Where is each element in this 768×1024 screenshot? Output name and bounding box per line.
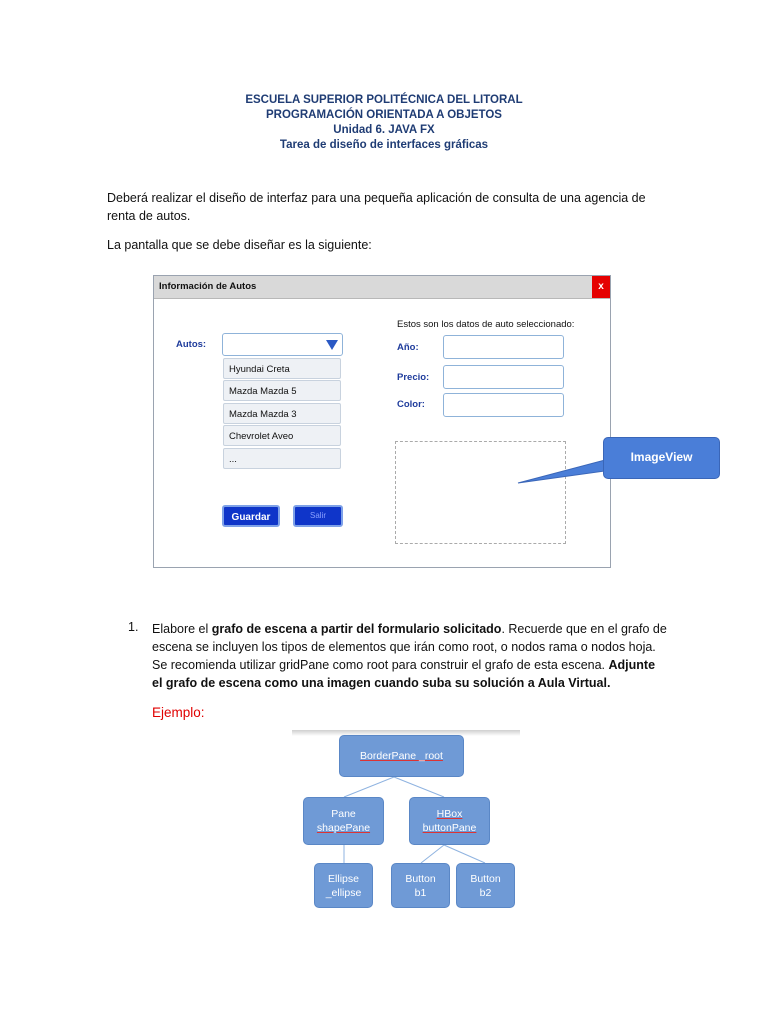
scene-graph-diagram: [292, 730, 520, 910]
header-line-3: Unidad 6. JAVA FX: [333, 124, 435, 136]
node-label: b2: [479, 886, 492, 899]
connector-line: [421, 845, 444, 863]
node-button-b2: [456, 863, 515, 908]
autos-combobox[interactable]: [222, 333, 343, 356]
precio-label: Precio:: [397, 372, 430, 383]
autos-option[interactable]: Chevrolet Aveo: [223, 425, 341, 446]
node-hbox-buttonpane: [409, 797, 490, 845]
header-line-2: PROGRAMACIÓN ORIENTADA A OBJETOS: [266, 109, 502, 121]
connector-line: [394, 777, 444, 797]
precio-field[interactable]: [443, 365, 564, 389]
dropdown-arrow-icon[interactable]: [326, 340, 338, 350]
autos-option[interactable]: ...: [223, 448, 341, 469]
instruction-bold: grafo de escena a partir del formulario solicitado: [211, 622, 502, 636]
ejemplo-label: Ejemplo:: [152, 705, 205, 720]
node-label: b1: [414, 886, 427, 899]
intro-paragraph: Deberá realizar el diseño de interfaz para una pequeña aplicación de consulta de una agencia de renta de autos.: [107, 191, 646, 223]
autos-option[interactable]: Mazda Mazda 3: [223, 403, 341, 424]
callout-pointer-shape: [518, 460, 605, 483]
autos-label: Autos:: [176, 339, 207, 350]
node-label: Ellipse: [328, 872, 359, 885]
callout-pointer: [510, 455, 610, 490]
guardar-button[interactable]: Guardar: [222, 505, 280, 527]
anio-field[interactable]: [443, 335, 564, 359]
color-label: Color:: [397, 399, 425, 410]
node-ellipse: [314, 863, 373, 908]
anio-label: Año:: [397, 342, 419, 353]
node-label: BorderPane _root: [360, 750, 443, 762]
node-label: buttonPane: [422, 822, 477, 834]
connector-line: [444, 845, 485, 863]
app-window-mockup: [153, 275, 611, 568]
node-label: Button: [470, 872, 501, 885]
node-label: Button: [405, 872, 436, 885]
header-line-1: ESCUELA SUPERIOR POLITÉCNICA DEL LITORAL: [245, 94, 523, 106]
title-bar: [154, 276, 610, 299]
node-label: Pane: [331, 808, 356, 820]
autos-option[interactable]: Mazda Mazda 5: [223, 380, 341, 401]
connector-line: [344, 777, 394, 797]
window-title: Información de Autos: [159, 281, 257, 292]
instruction-text: . Recuerde que en el grafo de escena se incluyen los tipos de elementos que irán como root, o nodos rama o nodos hoja. Se recomienda utilizar gridPane como root para construir el grafo de esta escena.: [152, 622, 667, 672]
node-button-b1: [391, 863, 450, 908]
intro-paragraph-2: La pantalla que se debe diseñar es la siguiente:: [107, 238, 372, 252]
close-button[interactable]: x: [592, 276, 610, 298]
instruction-paragraph: [152, 620, 667, 692]
color-field[interactable]: [443, 393, 564, 417]
autos-option[interactable]: Hyundai Creta: [223, 358, 341, 379]
info-text: Estos son los datos de auto seleccionado:: [397, 319, 575, 330]
node-label: HBox: [436, 808, 463, 820]
node-pane-shapepane: [303, 797, 384, 845]
node-borderpane-root: [339, 735, 464, 777]
instruction-bold: Adjunte el grafo de escena como una imagen cuando suba su solución a Aula Virtual.: [152, 658, 656, 690]
salir-button[interactable]: Salir: [293, 505, 343, 527]
instruction-text: Elabore el: [152, 622, 212, 636]
header-line-4: Tarea de diseño de interfaces gráficas: [279, 139, 489, 151]
list-number: 1.: [128, 620, 139, 634]
node-label: _ellipse: [325, 886, 362, 899]
imageview-callout: ImageView: [603, 437, 720, 479]
node-label: shapePane: [316, 822, 371, 834]
